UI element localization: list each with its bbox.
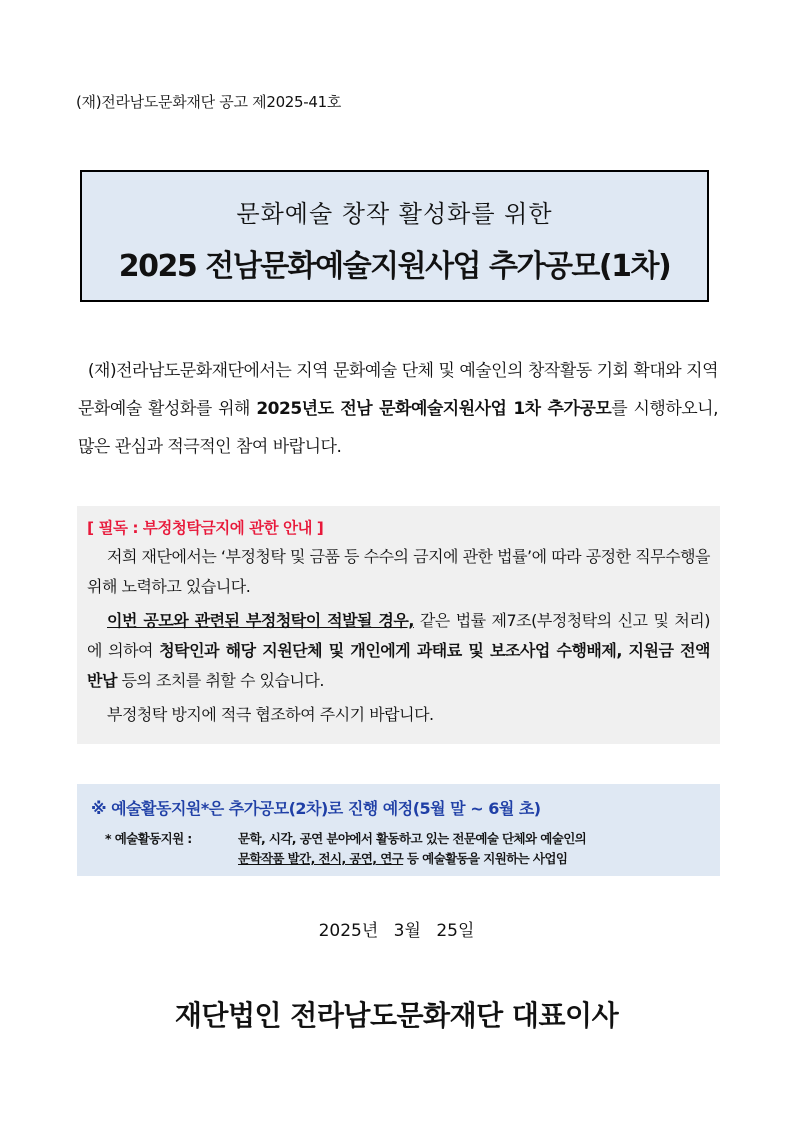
warning-underlined: 이번 공모와 관련된 부정청탁이 적발될 경우, xyxy=(107,611,414,630)
info-sub-rest: 등 예술활동을 지원하는 사업임 xyxy=(403,851,568,866)
intro-text-2: 를 시행하오니, 많은 관심과 적극적인 참여 바랍니다. xyxy=(78,399,718,457)
intro-paragraph xyxy=(78,352,718,466)
notice-date: 2025년 3월 25일 xyxy=(318,921,475,941)
signer: 재단법인 전라남도문화재단 대표이사 xyxy=(174,999,619,1032)
info-sub xyxy=(105,829,720,869)
info-box xyxy=(77,784,720,876)
warning-bold: 청탁인과 해당 지원단체 및 개인에게 과태료 및 보조사업 수행배제, 지원금 전액 반납 xyxy=(87,641,710,690)
warning-paragraph-2 xyxy=(87,606,710,696)
intro-bold: 2025년도 전남 문화예술지원사업 1차 추가공모 xyxy=(256,399,612,419)
warning-box xyxy=(77,506,720,744)
notice-number: (재)전라남도문화재단 공고 제2025-41호 xyxy=(76,93,342,111)
intro-text-1: (재)전라남도문화재단에서는 지역 문화예술 단체 및 예술인의 창작활동 기회 확대와 지역 문화예술 활성화를 위해 xyxy=(78,361,718,419)
warning-paragraph-3: 부정청탁 방지에 적극 협조하여 주시기 바랍니다. xyxy=(107,705,434,724)
info-sub-underlined: 문학작품 발간, 전시, 공연, 연구 xyxy=(238,851,404,866)
title-line-1: 문화예술 창작 활성화를 위한 xyxy=(236,200,553,228)
info-sub-label: * 예술활동지원 : xyxy=(105,831,192,846)
warning-text-1: 같은 법률 제7조(부정청탁의 신고 및 처리)에 의하여 xyxy=(87,611,710,660)
warning-title: [ 필독 : 부정청탁금지에 관한 안내 ] xyxy=(87,519,324,537)
warning-paragraph-1: 저희 재단에서는 ‘부정청탁 및 금품 등 수수의 금지에 관한 법률’에 따라 공정한 직무수행을 위해 노력하고 있습니다. xyxy=(87,547,710,596)
title-box xyxy=(80,170,709,302)
title-line-2: 2025 전남문화예술지원사업 추가공모(1차) xyxy=(118,249,671,284)
info-main: ※ 예술활동지원*은 추가공모(2차)로 진행 예정(5월 말 ~ 6월 초) xyxy=(91,799,541,818)
info-sub-line-2 xyxy=(238,849,586,869)
warning-text-2: 등의 조치를 취할 수 있습니다. xyxy=(116,671,324,690)
info-sub-line-1: 문학, 시각, 공연 분야에서 활동하고 있는 전문예술 단체와 예술인의 xyxy=(238,831,587,846)
